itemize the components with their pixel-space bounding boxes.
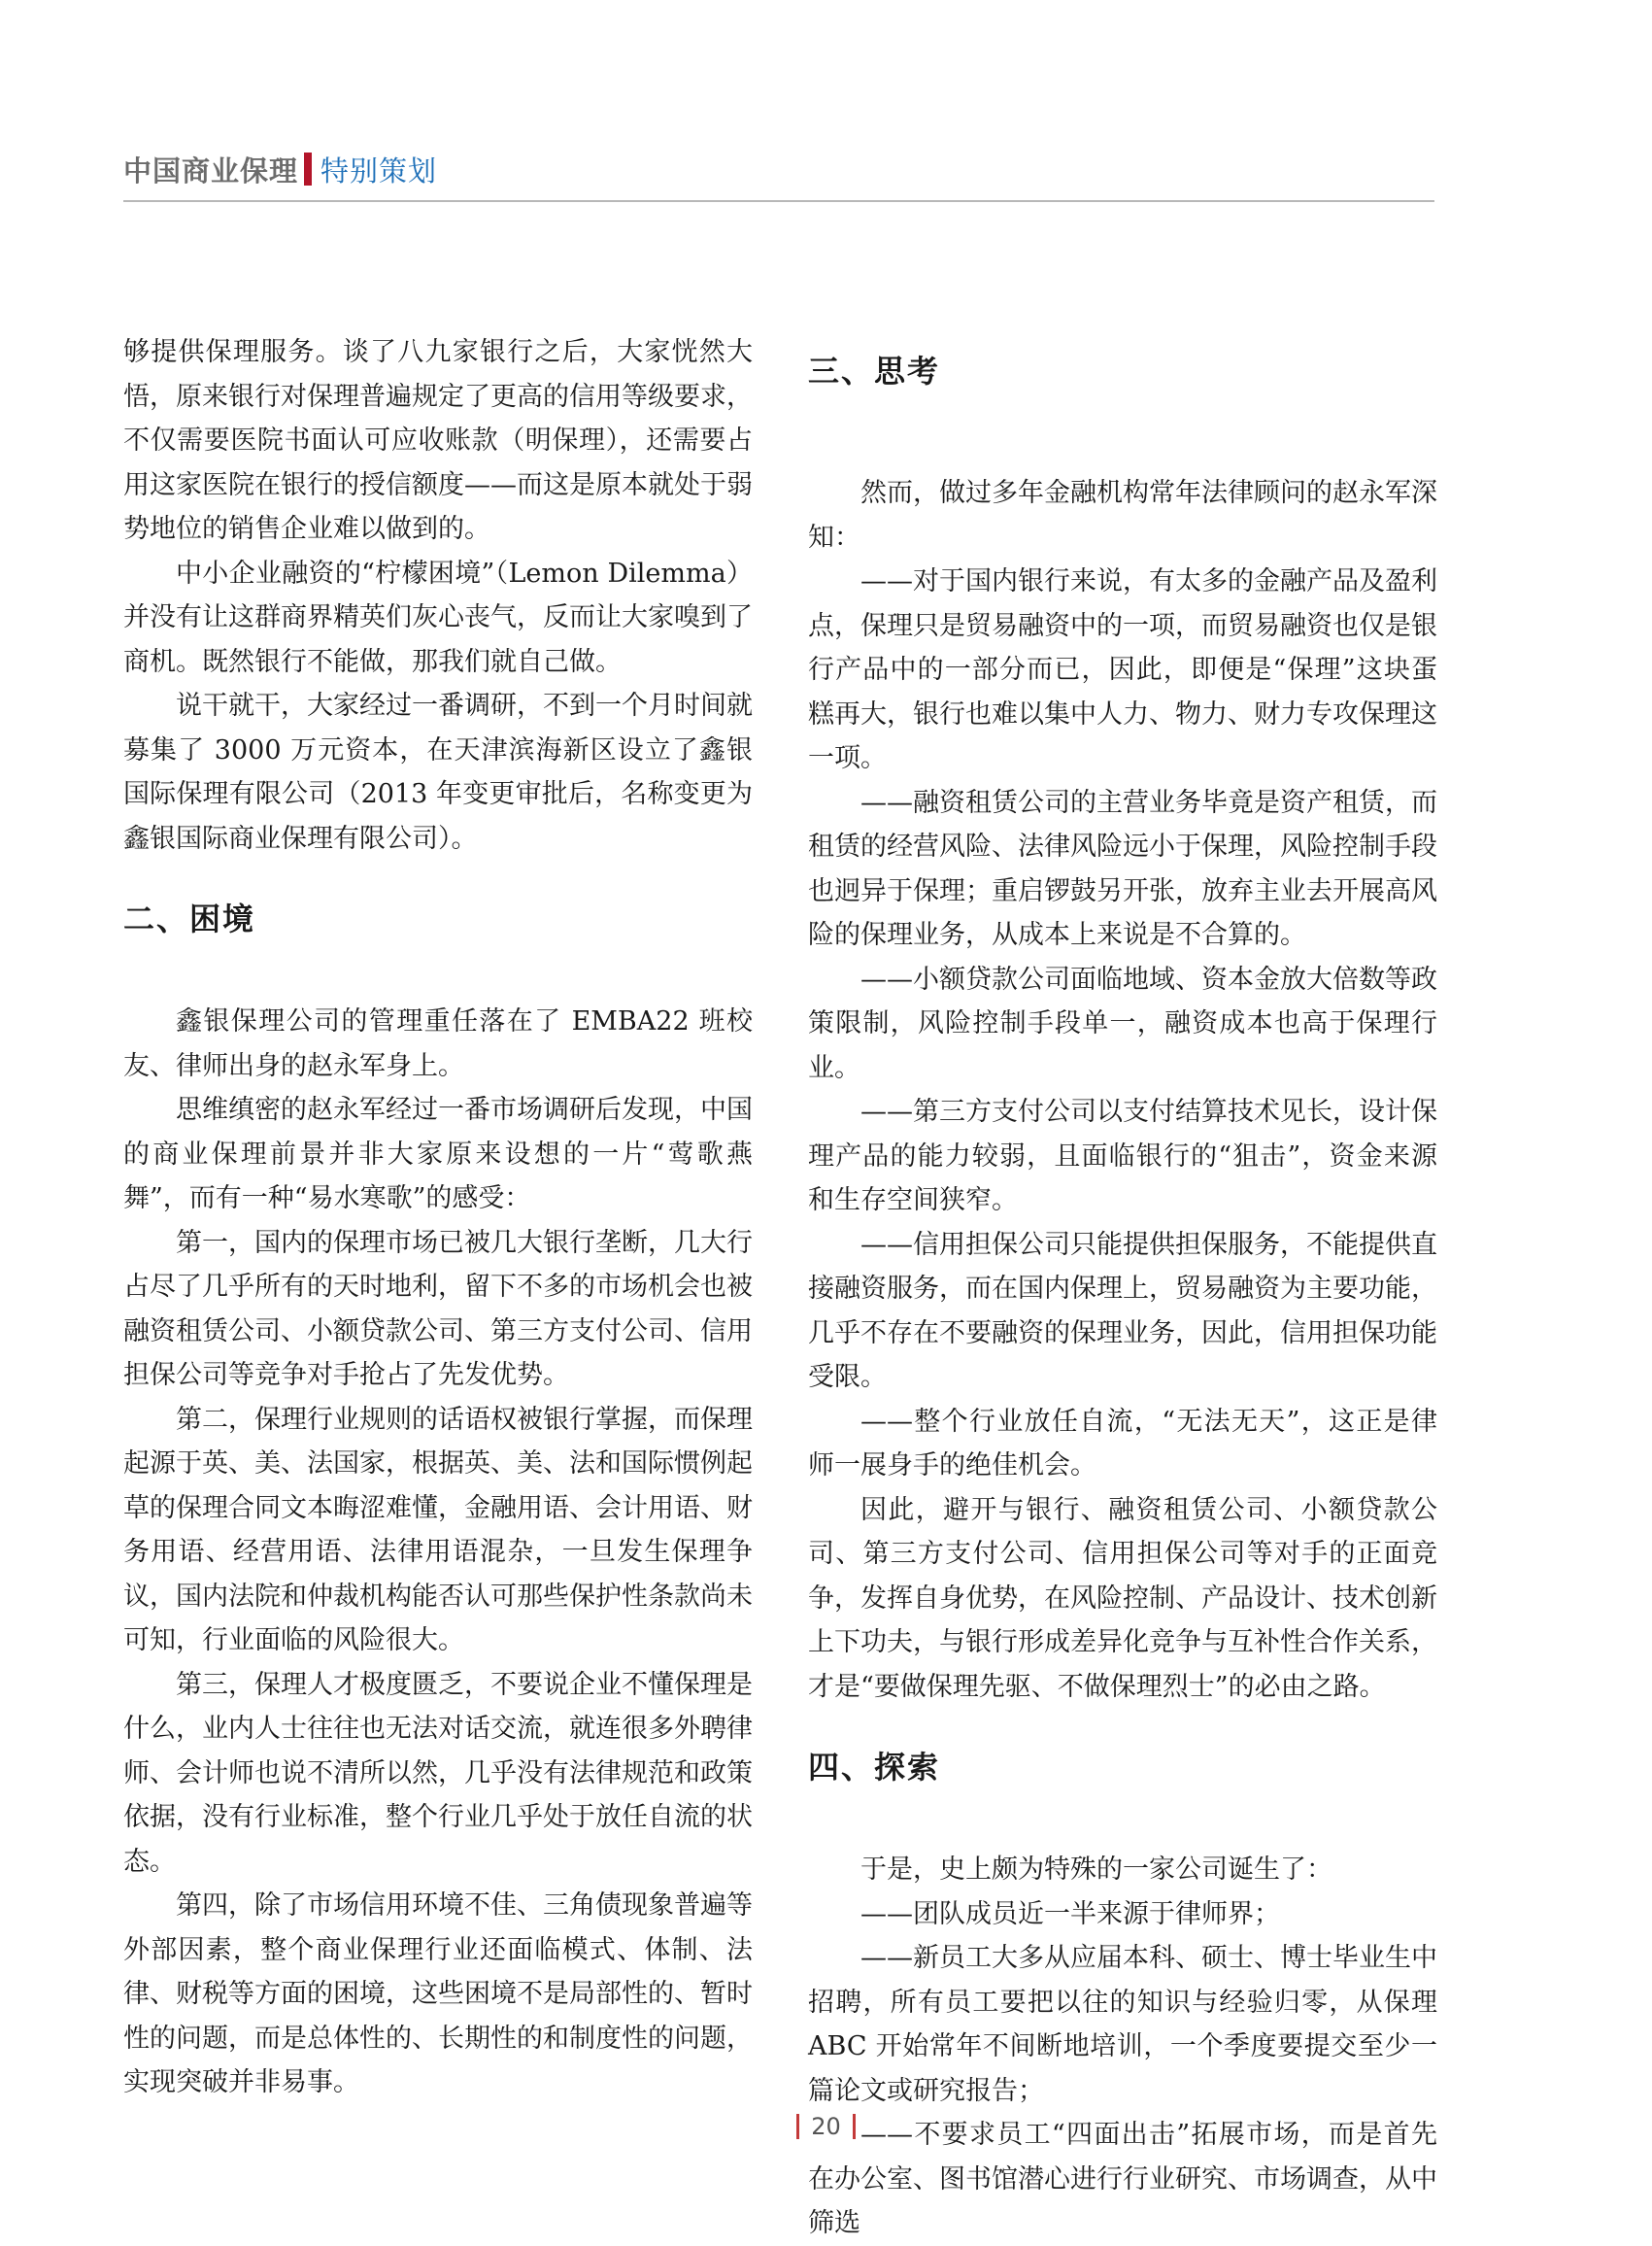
paragraph: ——第三方支付公司以支付结算技术见长，设计保理产品的能力较弱，且面临银行的“狙击”，资金来源和生存空间狭窄。: [808, 1097, 1437, 1215]
right-column: [808, 353, 1437, 2246]
header-rule: [123, 200, 1434, 202]
paragraph: ——新员工大多从应届本科、硕士、博士毕业生中招聘，所有员工要把以往的知识与经验归零，从保理 ABC 开始常年不间断地培训，一个季度要提交至少一篇论文或研究报告；: [808, 1943, 1437, 2106]
paragraph: ——融资租赁公司的主营业务毕竟是资产租赁，而租赁的经营风险、法律风险远小于保理，风险控制手段也迥异于保理；重启锣鼓另开张，放弃主业去开展高风险的保理业务，从成本上来说是不合算的。: [808, 787, 1437, 950]
footer-bar-left: [796, 2114, 799, 2139]
paragraph: 因此，避开与银行、融资租赁公司、小额贷款公司、第三方支付公司、信用担保公司等对手的正面竞争，发挥自身优势，在风险控制、产品设计、技术创新上下功夫，与银行形成差异化竞争与互补性合作关系，才是“要做保理先驱、不做保理烈士”的必由之路。: [808, 1494, 1437, 1702]
paragraph: ——整个行业放任自流，“无法无天”，这正是律师一展身手的绝佳机会。: [808, 1406, 1437, 1480]
paragraph: 说干就干，大家经过一番调研，不到一个月时间就募集了 3000 万元资本，在天津滨海新区设立了鑫银国际保理有限公司（2013 年变更审批后，名称变更为鑫银国际商业保理有限公司）。: [123, 691, 753, 854]
section-title: 特别策划: [320, 153, 438, 187]
left-column: [123, 330, 753, 2105]
paragraph: 第一，国内的保理市场已被几大银行垄断，几大行占尽了几乎所有的天时地利，留下不多的市场机会也被融资租赁公司、小额贷款公司、第三方支付公司、信用担保公司等竞争对手抢占了先发优势。: [123, 1227, 753, 1390]
paragraph: 鑫银保理公司的管理重任落在了 EMBA22 班校友、律师出身的赵永军身上。: [123, 1006, 753, 1081]
paragraph: 中小企业融资的“柠檬困境”（Lemon Dilemma）并没有让这群商界精英们灰心丧气，反而让大家嗅到了商机。既然银行不能做，那我们就自己做。: [123, 558, 753, 677]
running-header: [123, 148, 437, 190]
magazine-title: 中国商业保理: [123, 153, 299, 187]
header-divider-bar: [304, 153, 312, 186]
page-number: 20: [811, 2113, 841, 2140]
footer-bar-right: [853, 2114, 856, 2139]
paragraph: 第二，保理行业规则的话语权被银行掌握，而保理起源于英、美、法国家，根据英、美、法和国际惯例起草的保理合同文本晦涩难懂，金融用语、会计用语、财务用语、经营用语、法律用语混杂，一旦发生保理争议，国内法院和仲裁机构能否认可那些保护性条款尚未可知，行业面临的风险很大。: [123, 1404, 753, 1655]
paragraph: ——不要求员工“四面出击”拓展市场，而是首先在办公室、图书馆潜心进行行业研究、市场调查，从中筛选: [808, 2120, 1437, 2238]
paragraph: ——团队成员近一半来源于律师界；: [860, 1898, 1280, 1929]
paragraph: 第三，保理人才极度匮乏，不要说企业不懂保理是什么，业内人士往往也无法对话交流，就连很多外聘律师、会计师也说不清所以然，几乎没有法律规范和政策依据，没有行业标准，整个行业几乎处于放任自流的状态。: [123, 1669, 753, 1877]
paragraph: 于是，史上颇为特殊的一家公司诞生了：: [860, 1855, 1332, 1885]
paragraph: ——小额贷款公司面临地域、资本金放大倍数等政策限制，风险控制手段单一，融资成本也高于保理行业。: [808, 964, 1437, 1083]
paragraph: 然而，做过多年金融机构常年法律顾问的赵永军深知：: [808, 478, 1437, 553]
paragraph: 够提供保理服务。谈了八九家银行之后，大家恍然大悟，原来银行对保理普遍规定了更高的信用等级要求，不仅需要医院书面认可应收账款（明保理），还需要占用这家医院在银行的授信额度——而这是原本就处于弱势地位的销售企业难以做到的。: [123, 337, 753, 544]
paragraph: ——信用担保公司只能提供担保服务，不能提供直接融资服务，而在国内保理上，贸易融资为主要功能，几乎不存在不要融资的保理业务，因此，信用担保功能受限。: [808, 1229, 1437, 1392]
page-footer: [0, 2113, 1652, 2140]
paragraph: 第四，除了市场信用环境不佳、三角债现象普遍等外部因素，整个商业保理行业还面临模式、体制、法律、财税等方面的困境，这些困境不是局部性的、暂时性的问题，而是总体性的、长期性的和制度性的问题，实现突破并非易事。: [123, 1890, 753, 2097]
paragraph: 思维缜密的赵永军经过一番市场调研后发现，中国的商业保理前景并非大家原来设想的一片“莺歌燕舞”，而有一种“易水寒歌”的感受：: [123, 1095, 753, 1213]
paragraph: ——对于国内银行来说，有太多的金融产品及盈利点，保理只是贸易融资中的一项，而贸易融资也仅是银行产品中的一部分而已，因此，即便是“保理”这块蛋糕再大，银行也难以集中人力、物力、财力专攻保理这一项。: [808, 566, 1437, 773]
section-heading: 二、困境: [123, 901, 256, 937]
section-heading: 四、探索: [808, 1749, 941, 1786]
section-heading: 三、思考: [808, 353, 941, 390]
